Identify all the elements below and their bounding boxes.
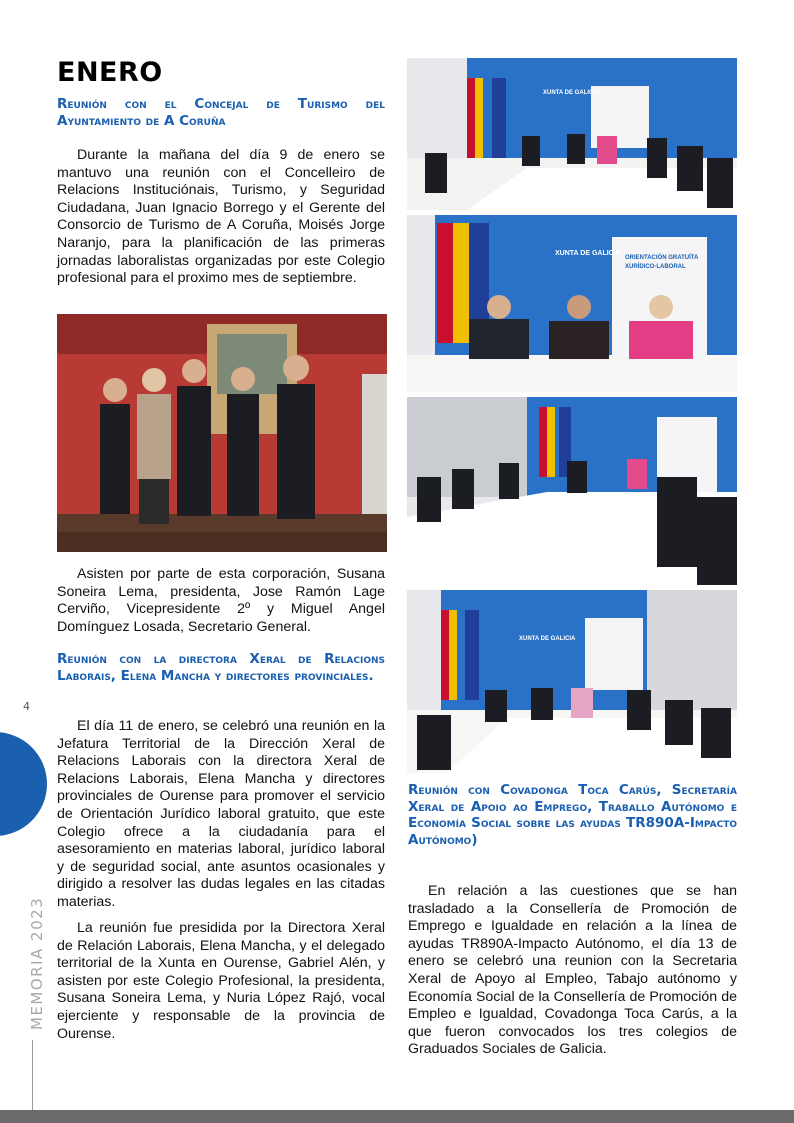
paragraph-turismo-meeting: Durante la mañana del día 9 de enero se mantuvo una reunión con el Concelleiro de Relacions Instituciónais, Turismo, y Seguridad Ciudadana, Juan Ignacio Borrego y el Gerente del Consorcio de Turismo de A Coruña, Moisés Jorge Naranjo, para la planificación de las primeras jornadas laboralistas organizadas por este Colegio profesional para el proximo mes de septiembre. [57,147,385,287]
svg-text:XUNTA DE GALICIA: XUNTA DE GALICIA [519,636,576,642]
side-divider-line [32,1040,33,1110]
paragraph-covadonga-meeting: En relación a las cuestiones que se han trasladado a la Consellería de Promoción de Emprego e Igualdade en relación a la línea de ayudas TR890A-Impacto Autónomo, el día 13 de enero se celebró una reunion con la Secretaria Xeral de Apoyo al Empleo, Tabajo autónomo y Economía Social de la Consellería de Promoción de Empleo e Igualdad, Covadonga Toca Carús, a la que fueron convocados los tres colegios de Graduados Sociales de Galicia. [408,883,737,1058]
section-heading-turismo: Reunión con el Concejal de Turismo del Ayuntamiento de A Coruña [57,96,385,129]
svg-text:XUNTA DE GALICIA: XUNTA DE GALICIA [555,250,621,257]
side-label-memoria: MEMORIA 2023 [28,896,46,1030]
photo-ourense-meeting-table [407,590,737,773]
svg-text:XURÍDICO-LABORAL: XURÍDICO-LABORAL [625,264,686,270]
paragraph-turismo-attendees: Asisten por parte de esta corporación, Susana Soneira Lema, presidenta, Jose Ramón Lage Cerviño, Vicepresidente 2º y Miguel Angel Domínguez Losada, Secretario General. [57,566,385,635]
blue-circle-decoration [0,732,47,836]
page-title: ENERO [57,57,163,88]
photo-ourense-meeting-presiding [407,215,737,392]
section-heading-covadonga: Reunión con Covadonga Toca Carús, Secretaría Xeral de Apoio ao Emprego, Traballo Autónomo e Economía Social sobre las ayudas TR890A-Impacto Autónomo) [408,782,737,848]
footer-bar [0,1110,794,1123]
photo-ourense-meeting-wide [407,58,737,210]
svg-text:ORIENTACIÓN GRATUÍTA: ORIENTACIÓN GRATUÍTA [625,255,699,261]
paragraph-relacions-laborais-2: La reunión fue presidida por la Directora Xeral de Relación Laborais, Elena Mancha, y el delegado territorial de la Xunta en Ourense, Gabriel Alén, y asisten por este Colegio Profesional, la presidenta, Susana Soneira Lema, y Nuria López Rajó, vocal ejerciente y responsable de la provincia de Ourense. [57,920,385,1042]
svg-text:XUNTA DE GALICIA: XUNTA DE GALICIA [543,90,600,96]
paragraph-relacions-laborais-1: El día 11 de enero, se celebró una reunión en la Jefatura Territorial de la Dirección Xeral de Relacions Laborais con la directora Xeral de Relacions Laborais, Elena Mancha y directores provinciales de Ourense para promover el servicio de Orientación Jurídico laboral gratuito, que este Colegio ofrece a la ciudadanía para el asesoramiento en materias laboral, jurídico laboral y de seguridad social, ante asuntos ocasionales y dirigido a resolver las dudas legales en las citadas materias. [57,718,385,910]
photo-ourense-meeting-side [407,397,737,585]
section-heading-relacions-laborais: Reunión con la directora Xeral de Relacions Laborais, Elena Mancha y directores provinciales. [57,651,385,684]
photo-turismo-group [57,314,387,552]
page-number: 4 [23,700,30,713]
